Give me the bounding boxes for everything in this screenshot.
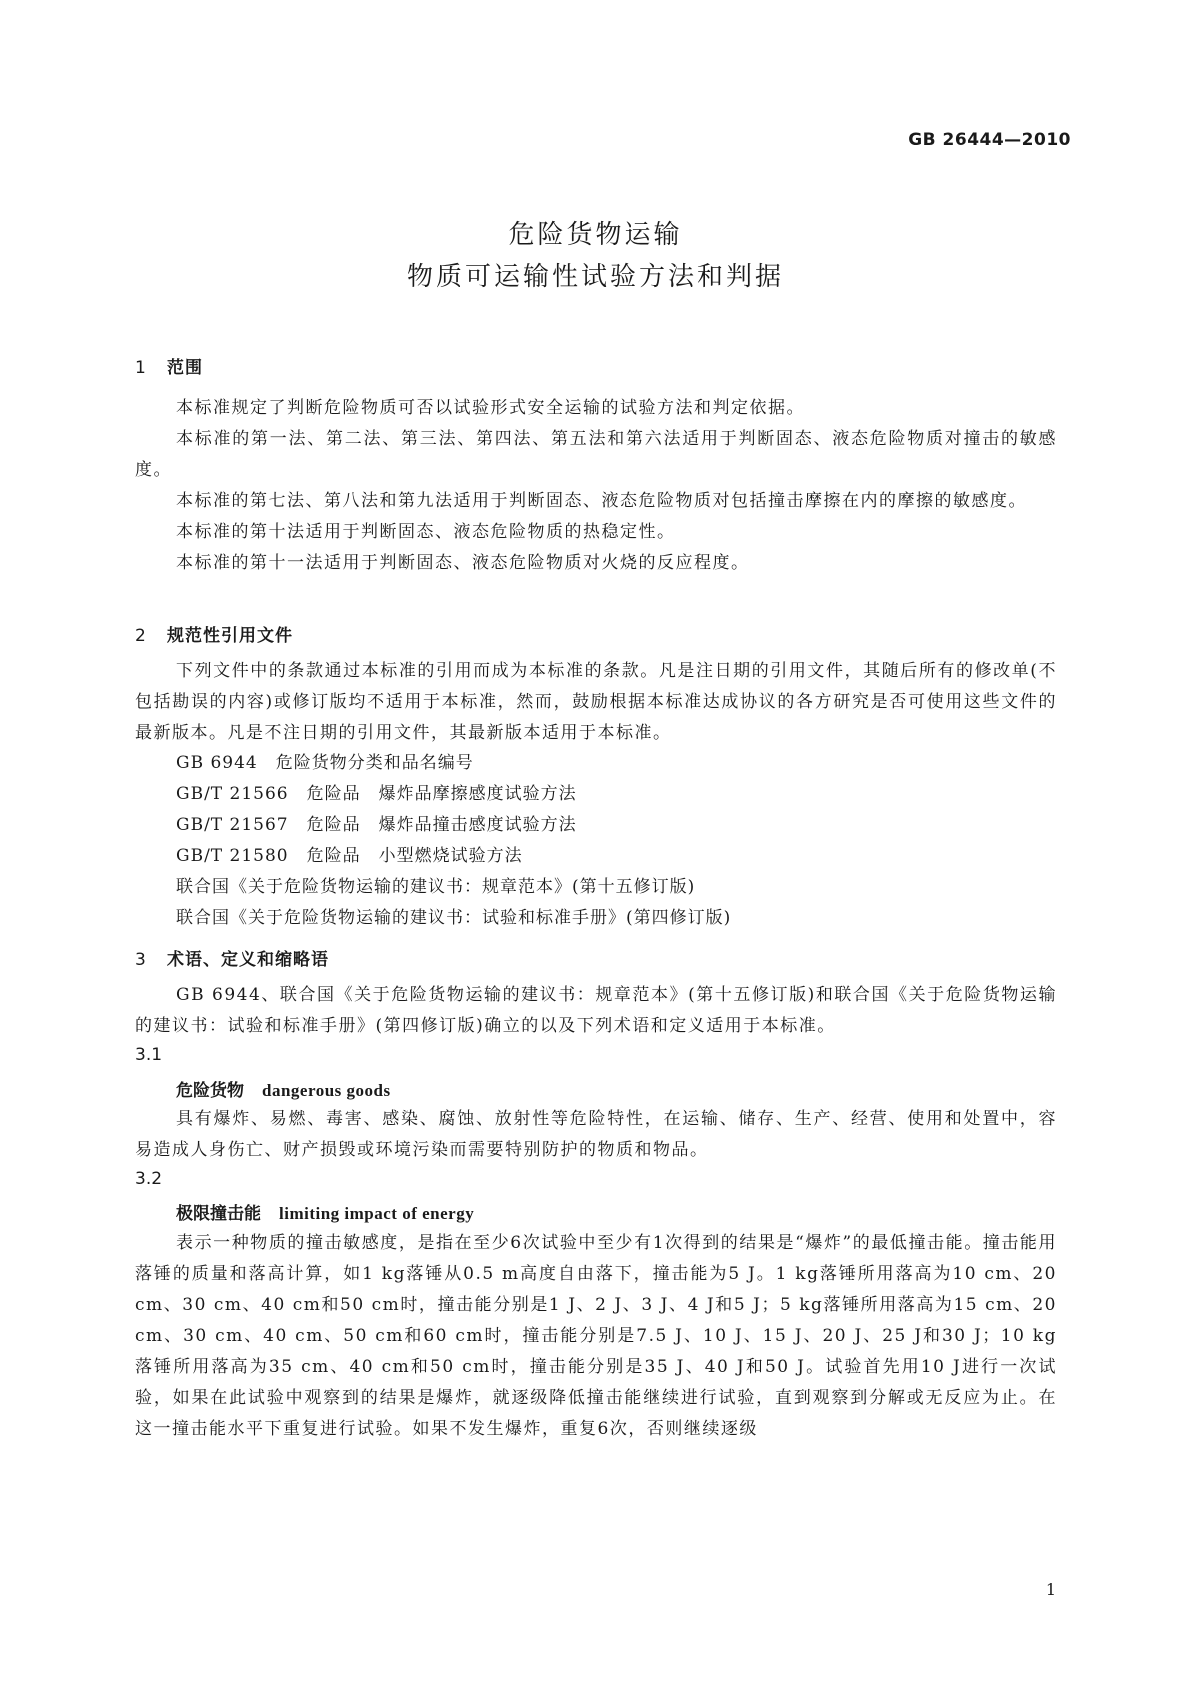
term-3-1-definition [135, 1104, 1057, 1166]
normative-reference: GB/T 21580 危险品 小型燃烧试验方法 [176, 846, 523, 866]
term-3-2-definition [135, 1228, 1057, 1445]
paragraph: 本标准的第十一法适用于判断固态、液态危险物质对火烧的反应程度。 [176, 553, 750, 573]
normative-reference: GB/T 21566 危险品 爆炸品摩擦感度试验方法 [176, 784, 577, 804]
paragraph: 本标准的第七法、第八法和第九法适用于判断固态、液态危险物质对包括撞击摩擦在内的摩擦的敏感度。 [176, 491, 1027, 511]
section-title: 术语、定义和缩略语 [167, 950, 329, 970]
term-chinese: 危险货物 [176, 1081, 244, 1101]
normative-reference: 联合国《关于危险货物运输的建议书：规章范本》(第十五修订版) [176, 877, 696, 897]
normative-reference: 联合国《关于危险货物运输的建议书：试验和标准手册》(第四修订版) [176, 908, 732, 928]
section-3-intro [135, 980, 1057, 1042]
term-3-2 [176, 1199, 474, 1224]
paragraph: 本标准的第十法适用于判断固态、液态危险物质的热稳定性。 [176, 522, 676, 542]
standard-code: GB 26444—2010 [908, 130, 1071, 150]
section-number: 1 [135, 358, 146, 378]
paragraph: 具有爆炸、易燃、毒害、感染、腐蚀、放射性等危险特性，在运输、储存、生产、经营、使用和处置中，容易造成人身伤亡、财产损毁或环境污染而需要特别防护的物质和物品。 [135, 1109, 1057, 1160]
normative-reference: GB 6944 危险货物分类和品名编号 [176, 753, 474, 773]
term-3-1 [176, 1076, 391, 1101]
paragraph: 本标准的第一法、第二法、第三法、第四法、第五法和第六法适用于判断固态、液态危险物质对撞击的敏感度。 [135, 429, 1057, 480]
clause-3-2-number: 3.2 [135, 1169, 163, 1189]
section-1-heading [135, 353, 203, 378]
paragraph: GB 6944、联合国《关于危险货物运输的建议书：规章范本》(第十五修订版)和联合国《关于危险货物运输的建议书：试验和标准手册》(第四修订版)确立的以及下列术语和定义适用于本标准。 [135, 985, 1057, 1036]
normative-reference: GB/T 21567 危险品 爆炸品撞击感度试验方法 [176, 815, 577, 835]
section-number: 2 [135, 626, 146, 646]
section-title: 规范性引用文件 [167, 626, 293, 646]
section-2-intro [135, 656, 1057, 749]
section-title: 范围 [167, 358, 203, 378]
page-title-line2: 物质可运输性试验方法和判据 [406, 262, 784, 292]
section-number: 3 [135, 950, 146, 970]
paragraph: 表示一种物质的撞击敏感度，是指在至少6次试验中至少有1次得到的结果是“爆炸”的最低撞击能。撞击能用落锤的质量和落高计算，如1 kg落锤从0.5 m高度自由落下，撞击能为5 J。1 kg落锤所用落高为10 cm、20 cm、30 cm、40 cm和50 cm时，撞击能分别是1 J、2 J、3 J、4 J和5 J；5 kg落锤所用落高为15 cm、20 cm、30 cm、40 cm、50 cm和60 cm时，撞击能分别是7.5 J、10 J、15 J、20 J、25 J和30 J；10 kg落锤所用落高为35 cm、40 cm和50 cm时，撞击能分别是35 J、40 J和50 J。试验首先用10 J进行一次试验，如果在此试验中观察到的结果是爆炸，就逐级降低撞击能继续进行试验，直到观察到分解或无反应为止。在这一撞击能水平下重复进行试验。如果不发生爆炸，重复6次，否则继续逐级 [135, 1233, 1057, 1439]
paragraph: 下列文件中的条款通过本标准的引用而成为本标准的条款。凡是注日期的引用文件，其随后所有的修改单(不包括勘误的内容)或修订版均不适用于本标准，然而，鼓励根据本标准达成协议的各方研究是否可使用这些文件的最新版本。凡是不注日期的引用文件，其最新版本适用于本标准。 [135, 661, 1057, 743]
term-chinese: 极限撞击能 [176, 1204, 261, 1224]
section-2-heading [135, 621, 293, 646]
page-number: 1 [1045, 1580, 1056, 1599]
page-title-line1: 危险货物运输 [508, 220, 683, 250]
paragraph: 本标准规定了判断危险物质可否以试验形式安全运输的试验方法和判定依据。 [176, 398, 805, 418]
clause-3-1-number: 3.1 [135, 1045, 163, 1065]
section-3-heading [135, 945, 329, 970]
section-1-body [135, 393, 1057, 579]
term-english: dangerous goods [262, 1081, 391, 1100]
term-english: limiting impact of energy [279, 1204, 475, 1223]
